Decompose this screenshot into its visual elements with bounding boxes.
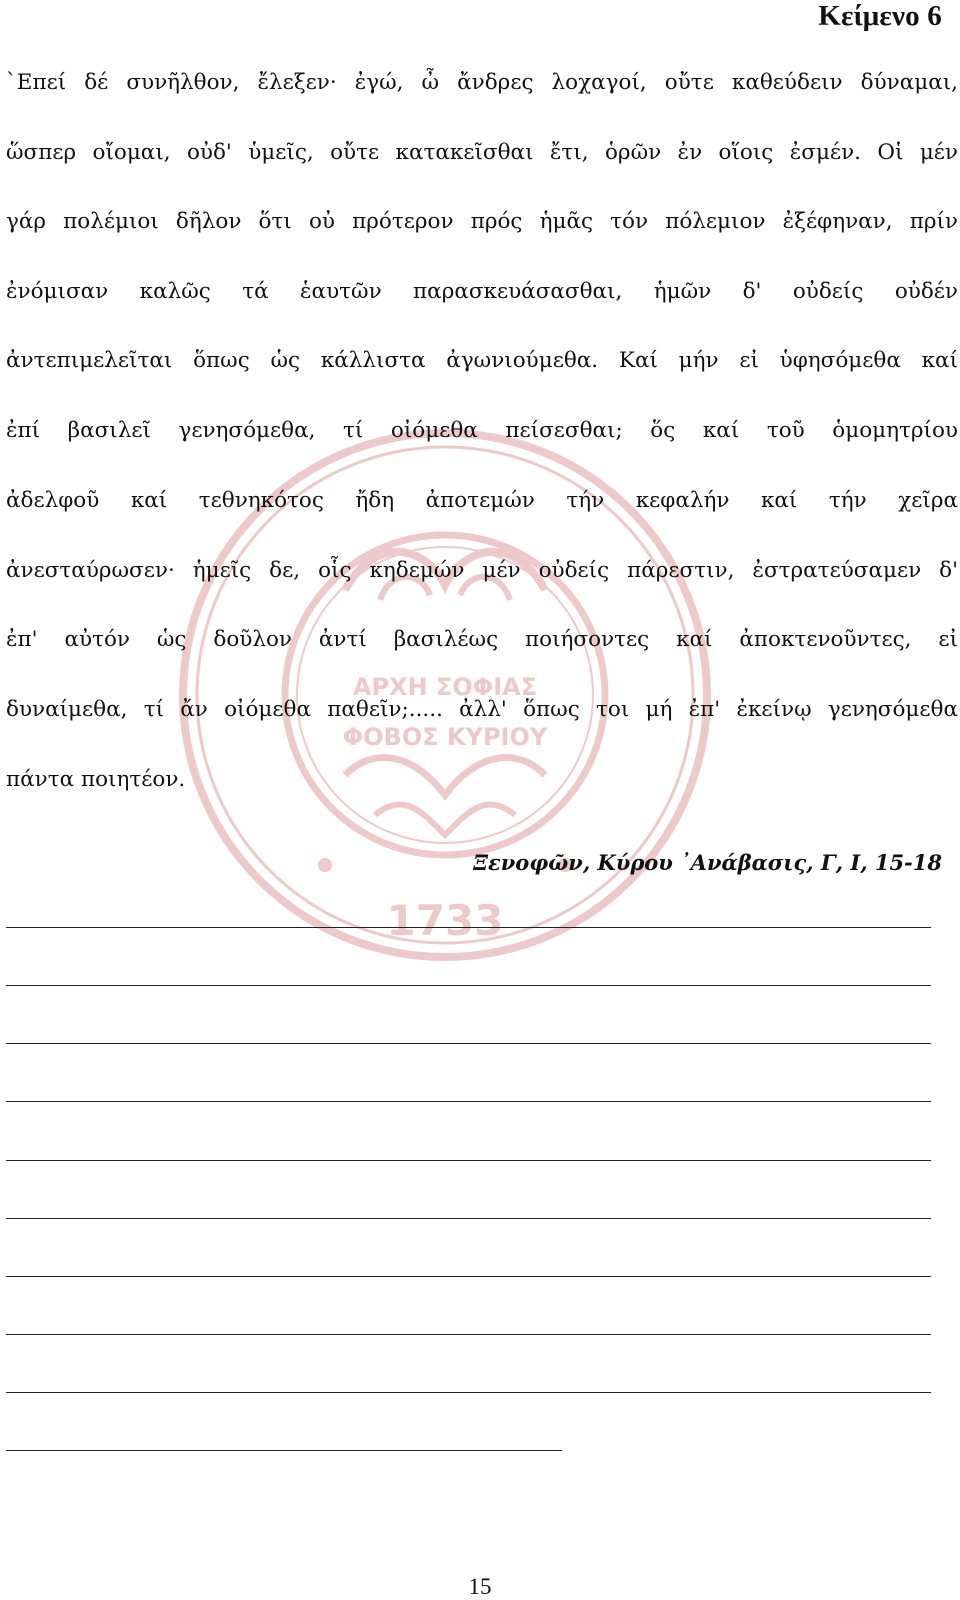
text-line: ἀνεσταύρωσεν· ἡμεῖς δε, οἷς κηδεμών μέν οὐδείς πάρεστιν, ἐστρατεύσαμεν δ' xyxy=(6,558,958,583)
writing-line xyxy=(6,927,931,928)
seal-year: 1733 xyxy=(386,896,504,945)
seal-motto-line-2: ΦΟΒΟΣ ΚΥΡΙΟΥ xyxy=(342,723,548,751)
writing-line xyxy=(6,1392,931,1393)
writing-line xyxy=(6,1450,562,1451)
page-number: 15 xyxy=(468,1574,492,1599)
writing-line xyxy=(6,1101,931,1102)
writing-line xyxy=(6,985,931,986)
text-line: ἀδελφοῦ καί τεθνηκότος ἤδη ἀποτεμών τήν κεφαλήν καί τήν χεῖρα xyxy=(6,488,958,513)
text-line: πάντα ποιητέον. xyxy=(6,767,186,792)
text-line: ἐνόμισαν καλῶς τά ἑαυτῶν παρασκευάσασθαι, ἡμῶν δ' οὐδείς οὐδέν xyxy=(6,279,958,304)
section-heading: Κείμενο 6 xyxy=(818,0,942,32)
source-citation: Ξενοφῶν, Κύρου ᾿Ανάβασις, Γ, Ι, 15-18 xyxy=(473,850,942,875)
writing-line xyxy=(6,1276,931,1277)
seal-motto-line-1: ΑΡΧΗ ΣΟΦΙΑΣ xyxy=(352,673,538,701)
text-line: ἀντεπιμελεῖται ὅπως ὡς κάλλιστα ἀγωνιούμεθα. Καί μήν εἰ ὑφησόμεθα καί xyxy=(6,348,958,373)
text-line: ἐπί βασιλεῖ γενησόμεθα, τί οἰόμεθα πείσεσθαι; ὅς καί τοῦ ὁμομητρίου xyxy=(6,418,958,443)
writing-line xyxy=(6,1218,931,1219)
text-line: δυναίμεθα, τί ἄν οἰόμεθα παθεῖν;..... ἀλλ' ὅπως τοι μή ἐπ' ἐκείνῳ γενησόμεθα xyxy=(6,697,958,722)
text-line: ἐπ' αὐτόν ὡς δοῦλον ἀντί βασιλέως ποιήσοντες καί ἀποκτενοῦντες, εἰ xyxy=(6,627,958,652)
writing-line xyxy=(6,1334,931,1335)
text-line: `Επεί δέ συνῆλθον, ἔλεξεν· ἐγώ, ὦ ἄνδρες λοχαγοί, οὔτε καθεύδειν δύναμαι, xyxy=(6,70,958,95)
writing-line xyxy=(6,1043,931,1044)
text-line: ὥσπερ οἴομαι, οὐδ' ὑμεῖς, οὔτε κατακεῖσθαι ἔτι, ὁρῶν ἐν οἵοις ἐσμέν. Οἱ μέν xyxy=(6,140,958,165)
text-line: γάρ πολέμιοι δῆλον ὅτι οὐ πρότερον πρός ἡμᾶς τόν πόλεμιον ἐξέφηναν, πρίν xyxy=(6,209,958,234)
writing-line xyxy=(6,1160,931,1161)
